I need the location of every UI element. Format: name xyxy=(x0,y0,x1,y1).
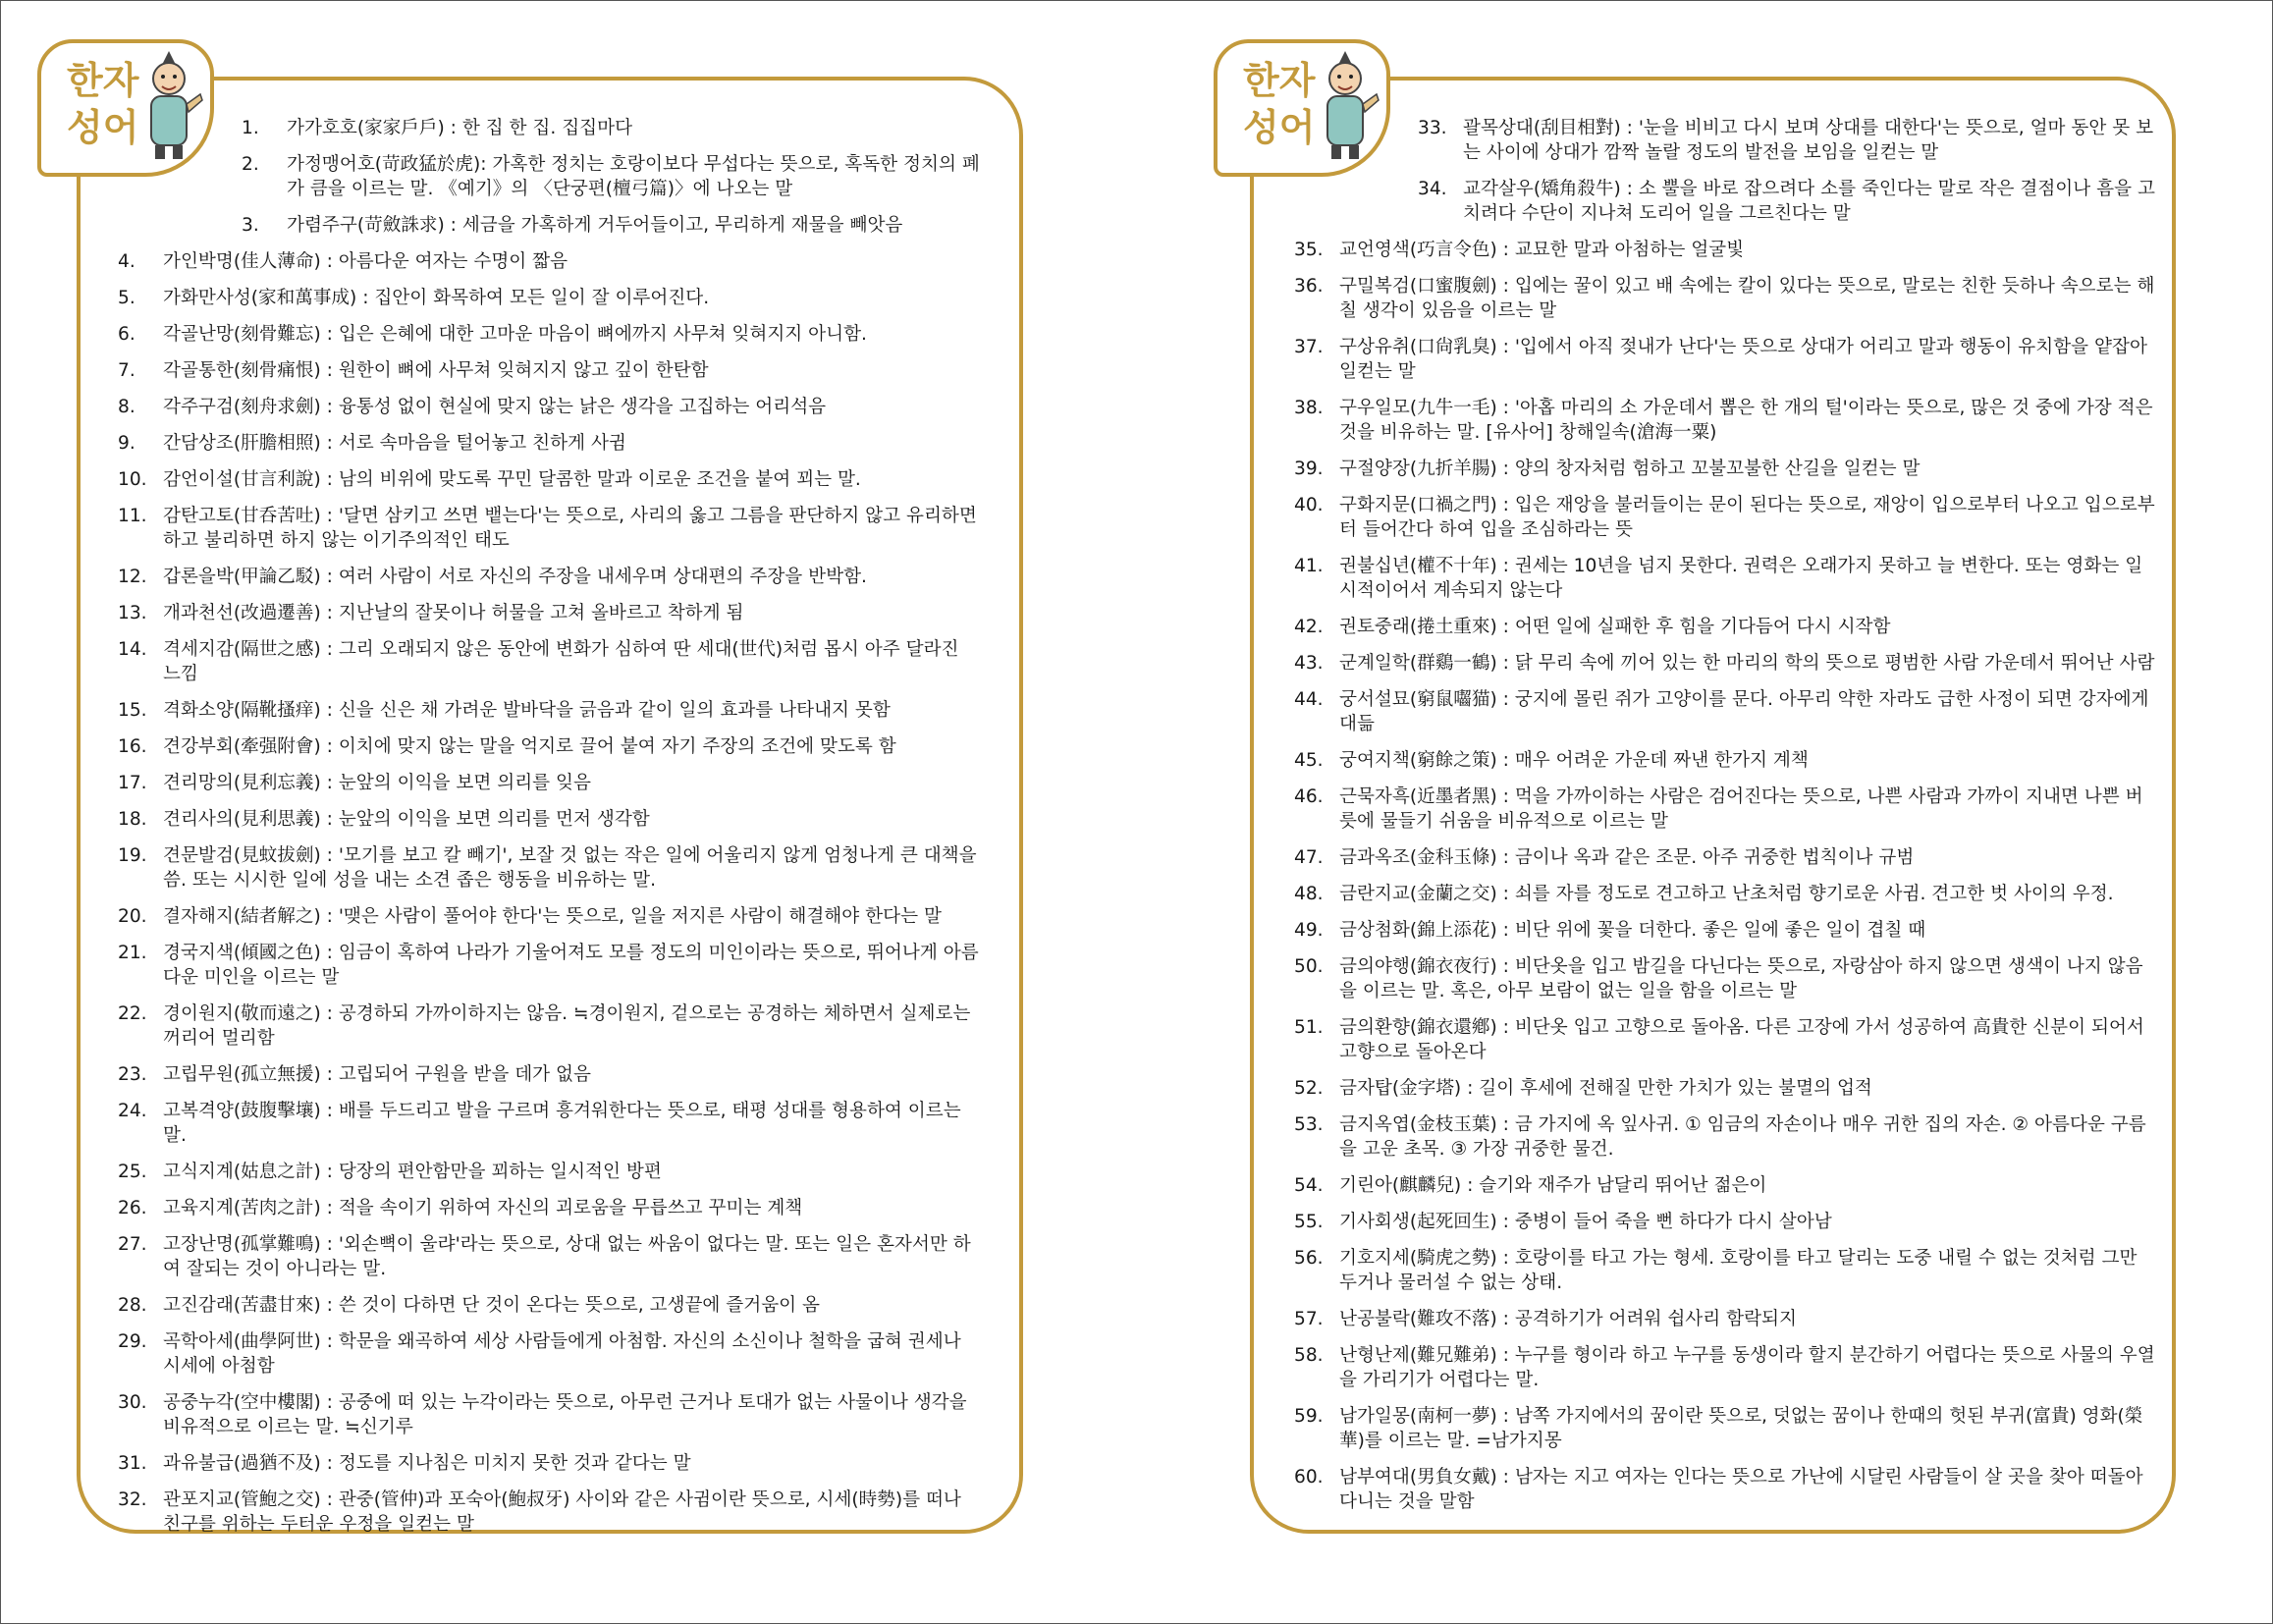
entry-number: 17. xyxy=(118,773,147,793)
entry-number: 21. xyxy=(118,943,147,963)
entry-text: 각골난망(刻骨難忘) : 입은 은혜에 대한 고마운 마음이 뼈에까지 사무쳐 잊혀지지 아니함. xyxy=(163,324,867,345)
entry-text: 견리사의(見利思義) : 눈앞의 이익을 보면 의리를 먼저 생각함 xyxy=(163,809,650,830)
entry-text: 각주구검(刻舟求劍) : 융통성 없이 현실에 맞지 않는 낡은 생각을 고집하는 어리석음 xyxy=(163,397,827,417)
entry-text: 고식지계(姑息之計) : 당장의 편안함만을 꾀하는 일시적인 방편 xyxy=(163,1162,662,1182)
entry-text: 금란지교(金蘭之交) : 쇠를 자를 정도로 견고하고 난초처럼 향기로운 사귐. 견고한 벗 사이의 우정. xyxy=(1339,884,2114,904)
idiom-entry xyxy=(1294,615,2158,639)
entry-number: 37. xyxy=(1294,337,1324,357)
entry-number: 25. xyxy=(118,1162,147,1182)
entry-text: 금상첨화(錦上添花) : 비단 위에 꽃을 더한다. 좋은 일에 좋은 일이 겹칠 때 xyxy=(1339,920,1926,941)
entry-text: 견리망의(見利忘義) : 눈앞의 이익을 보면 의리를 잊음 xyxy=(163,773,591,793)
entry-number: 19. xyxy=(118,845,147,866)
entry-number: 57. xyxy=(1294,1309,1324,1329)
idiom-entry xyxy=(118,358,982,383)
entry-text: 권토중래(捲土重來) : 어떤 일에 실패한 후 힘을 기다듬어 다시 시작함 xyxy=(1339,617,1891,637)
entry-number: 45. xyxy=(1294,750,1324,771)
idiom-entry xyxy=(118,1001,982,1051)
entry-text: 간담상조(肝膽相照) : 서로 속마음을 털어놓고 친하게 사귐 xyxy=(163,433,626,454)
idiom-entry xyxy=(118,941,982,990)
entry-number: 49. xyxy=(1294,920,1324,941)
entry-number: 38. xyxy=(1294,398,1324,418)
entry-number: 31. xyxy=(118,1453,147,1474)
entry-number: 8. xyxy=(118,397,135,417)
entry-number: 26. xyxy=(118,1198,147,1218)
idiom-entry xyxy=(118,698,982,723)
entry-number: 48. xyxy=(1294,884,1324,904)
idiom-entry xyxy=(118,843,982,893)
idiom-entry xyxy=(242,152,982,201)
entry-text: 각골통한(刻骨痛恨) : 원한이 뼈에 사무쳐 잊혀지지 않고 깊이 한탄함 xyxy=(163,360,709,381)
badge-line-2: 성어 xyxy=(1243,106,1316,149)
entry-text: 기호지세(騎虎之勢) : 호랑이를 타고 가는 형세. 호랑이를 타고 달리는 도중 내릴 수 없는 것처럼 그만 두거나 물러설 수 없는 상태. xyxy=(1339,1248,2138,1293)
entry-number: 56. xyxy=(1294,1248,1324,1269)
idiom-entry xyxy=(1418,177,2158,226)
badge-line-1: 한자 xyxy=(1243,59,1316,102)
entry-number: 2. xyxy=(242,154,259,175)
idiom-entry xyxy=(118,467,982,492)
entry-text: 기린아(麒麟兒) : 슬기와 재주가 남달리 뛰어난 젊은이 xyxy=(1339,1175,1767,1196)
entry-number: 5. xyxy=(118,288,135,308)
entry-text: 난공불락(難攻不落) : 공격하기가 어려워 쉽사리 함락되지 xyxy=(1339,1309,1797,1329)
idiom-entry xyxy=(118,286,982,310)
entry-text: 금과옥조(金科玉條) : 금이나 옥과 같은 조문. 아주 귀중한 법칙이나 규범 xyxy=(1339,847,1915,868)
entry-number: 14. xyxy=(118,639,147,660)
entry-number: 7. xyxy=(118,360,135,381)
entry-number: 13. xyxy=(118,603,147,623)
idiom-entry xyxy=(1294,1465,2158,1514)
idiom-entry xyxy=(1294,1343,2158,1392)
entry-number: 41. xyxy=(1294,556,1324,576)
entry-number: 60. xyxy=(1294,1467,1324,1488)
entry-number: 3. xyxy=(242,215,259,236)
entry-number: 29. xyxy=(118,1331,147,1352)
entry-text: 난형난제(難兄難弟) : 누구를 형이라 하고 누구를 동생이라 할지 분간하기 어렵다는 뜻으로 사물의 우열을 가리기가 어렵다는 말. xyxy=(1339,1345,2155,1390)
idiom-entry xyxy=(1294,457,2158,481)
idiom-entry xyxy=(118,601,982,625)
entry-text: 가렴주구(苛斂誅求) : 세금을 가혹하게 거두어들이고, 무리하게 재물을 빼앗음 xyxy=(287,215,903,236)
idiom-entry xyxy=(1294,954,2158,1003)
entry-number: 30. xyxy=(118,1392,147,1413)
idiom-entry xyxy=(118,504,982,553)
idiom-entry xyxy=(1294,335,2158,384)
entry-number: 52. xyxy=(1294,1078,1324,1099)
entry-number: 51. xyxy=(1294,1017,1324,1038)
idiom-entry xyxy=(1294,1210,2158,1234)
entry-text: 기사회생(起死回生) : 중병이 들어 죽을 뻔 하다가 다시 살아남 xyxy=(1339,1212,1832,1232)
entry-text: 금지옥엽(金枝玉葉) : 금 가지에 옥 잎사귀. ① 임금의 자손이나 매우 귀한 집의 자손. ② 아름다운 구름을 고운 초목. ③ 가장 귀중한 물건. xyxy=(1339,1114,2146,1160)
entry-text: 고복격양(鼓腹擊壤) : 배를 두드리고 발을 구르며 흥겨워한다는 뜻으로, 태평 성대를 형용하여 이르는 말. xyxy=(163,1101,961,1146)
entry-text: 근묵자흑(近墨者黑) : 먹을 가까이하는 사람은 검어진다는 뜻으로, 나쁜 사람과 가까이 지내면 나쁜 버릇에 물들기 쉬움을 비유적으로 이르는 말 xyxy=(1339,786,2143,832)
entry-text: 곡학아세(曲學阿世) : 학문을 왜곡하여 세상 사람들에게 아첨함. 자신의 소신이나 철학을 굽혀 권세나 시세에 아첨함 xyxy=(163,1331,961,1377)
idiom-entry xyxy=(242,213,982,238)
badge-line-1: 한자 xyxy=(67,59,139,102)
idiom-entry xyxy=(118,637,982,686)
idiom-entry xyxy=(1418,116,2158,165)
idiom-entry xyxy=(118,1293,982,1318)
entry-text: 개과천선(改過遷善) : 지난날의 잘못이나 허물을 고쳐 올바르고 착하게 됨 xyxy=(163,603,744,623)
entry-text: 결자해지(結者解之) : '맺은 사람이 풀어야 한다'는 뜻으로, 일을 저지른 사람이 해결해야 한다는 말 xyxy=(163,906,942,927)
idiom-entry xyxy=(1294,238,2158,262)
entry-text: 구우일모(九牛一毛) : '아홉 마리의 소 가운데서 뽑은 한 개의 털'이라는 뜻으로, 많은 것 중에 가장 적은 것을 비유하는 말. [유사어] 창해일속(滄海一粟) xyxy=(1339,398,2153,443)
idiom-entry xyxy=(1294,493,2158,542)
entry-number: 20. xyxy=(118,906,147,927)
entry-text: 감언이설(甘言利說) : 남의 비위에 맞도록 꾸민 달콤한 말과 이로운 조건을 붙여 꾀는 말. xyxy=(163,469,861,490)
idiom-entry xyxy=(1294,845,2158,870)
entry-number: 1. xyxy=(242,118,259,138)
entry-number: 47. xyxy=(1294,847,1324,868)
entry-text: 금의야행(錦衣夜行) : 비단옷을 입고 밤길을 다닌다는 뜻으로, 자랑삼아 하지 않으면 생색이 나지 않음을 이르는 말. 혹은, 아무 보람이 없는 일을 함을 이르는 말 xyxy=(1339,956,2143,1001)
entry-text: 구상유취(口尙乳臭) : '입에서 아직 젖내가 난다'는 뜻으로 상대가 어리고 말과 행동이 유치함을 얕잡아 일컫는 말 xyxy=(1339,337,2147,382)
entry-text: 가인박명(佳人薄命) : 아름다운 여자는 수명이 짧음 xyxy=(163,251,568,272)
idiom-entry xyxy=(118,322,982,347)
idiom-entry xyxy=(1294,1173,2158,1198)
entry-text: 격화소양(隔靴搔痒) : 신을 신은 채 가려운 발바닥을 긁음과 같이 일의 효과를 나타내지 못함 xyxy=(163,700,891,721)
idiom-entry xyxy=(118,1160,982,1184)
entry-text: 금자탑(金字塔) : 길이 후세에 전해질 만한 가치가 있는 불멸의 업적 xyxy=(1339,1078,1872,1099)
left-entry-list xyxy=(118,116,982,1548)
entry-text: 감탄고토(甘呑苦吐) : '달면 삼키고 쓰면 뱉는다'는 뜻으로, 사리의 옳고 그름을 판단하지 않고 유리하면 하고 불리하면 하지 않는 이기주의적인 태도 xyxy=(163,506,977,551)
entry-number: 44. xyxy=(1294,689,1324,710)
entry-text: 과유불급(過猶不及) : 정도를 지나침은 미치지 못한 것과 같다는 말 xyxy=(163,1453,691,1474)
entry-number: 27. xyxy=(118,1234,147,1255)
entry-text: 가정맹어호(苛政猛於虎): 가혹한 정치는 호랑이보다 무섭다는 뜻으로, 혹독한 정치의 폐가 큼을 이르는 말. 《예기》의 〈단궁편(檀弓篇)〉에 나오는 말 xyxy=(287,154,980,199)
entry-number: 36. xyxy=(1294,276,1324,297)
idiom-entry xyxy=(118,771,982,795)
entry-number: 34. xyxy=(1418,179,1447,199)
idiom-entry xyxy=(1294,1246,2158,1295)
idiom-entry xyxy=(1294,554,2158,603)
idiom-entry xyxy=(118,1196,982,1220)
idiom-entry xyxy=(1294,651,2158,676)
badge-line-2: 성어 xyxy=(67,106,139,149)
entry-text: 견문발검(見蚊拔劍) : '모기를 보고 칼 빼기', 보잘 것 없는 작은 일에 어울리지 않게 엄청나게 큰 대책을 씀. 또는 시시한 일에 성을 내는 소견 좁은 행동을 비유하는 말. xyxy=(163,845,977,891)
entry-number: 59. xyxy=(1294,1406,1324,1427)
idiom-entry xyxy=(118,807,982,832)
entry-text: 가화만사성(家和萬事成) : 집안이 화목하여 모든 일이 잘 이루어진다. xyxy=(163,288,710,308)
entry-text: 격세지감(隔世之感) : 그리 오래되지 않은 동안에 변화가 심하여 딴 세대(世代)처럼 몹시 아주 달라진 느낌 xyxy=(163,639,959,684)
entry-text: 남부여대(男負女戴) : 남자는 지고 여자는 인다는 뜻으로 가난에 시달린 사람들이 살 곳을 찾아 떠돌아 다니는 것을 말함 xyxy=(1339,1467,2143,1512)
entry-number: 23. xyxy=(118,1064,147,1085)
entry-number: 55. xyxy=(1294,1212,1324,1232)
entry-number: 12. xyxy=(118,567,147,587)
idiom-entry xyxy=(118,734,982,759)
idiom-entry xyxy=(118,1488,982,1537)
right-entry-list xyxy=(1294,116,2158,1526)
idiom-entry xyxy=(1294,1404,2158,1453)
entry-number: 18. xyxy=(118,809,147,830)
idiom-entry xyxy=(242,116,982,140)
entry-text: 공중누각(空中樓閣) : 공중에 떠 있는 누각이라는 뜻으로, 아무런 근거나 토대가 없는 사물이나 생각을 비유적으로 이르는 말. ≒신기루 xyxy=(163,1392,967,1437)
entry-number: 42. xyxy=(1294,617,1324,637)
entry-text: 남가일몽(南柯一夢) : 남쪽 가지에서의 꿈이란 뜻으로, 덧없는 꿈이나 한때의 헛된 부귀(富貴) 영화(榮華)를 이르는 말. =남가지몽 xyxy=(1339,1406,2143,1451)
entry-text: 괄목상대(刮目相對) : '눈을 비비고 다시 보며 상대를 대한다'는 뜻으로, 얼마 동안 못 보는 사이에 상대가 깜짝 놀랄 정도의 발전을 보임을 일컫는 말 xyxy=(1463,118,2154,163)
entry-number: 16. xyxy=(118,736,147,757)
entry-text: 경이원지(敬而遠之) : 공경하되 가까이하지는 않음. ≒경이원지, 겉으로는 공경하는 체하면서 실제로는 꺼리어 멀리함 xyxy=(163,1003,971,1049)
entry-text: 교각살우(矯角殺牛) : 소 뿔을 바로 잡으려다 소를 죽인다는 말로 작은 결점이나 흠을 고치려다 수단이 지나쳐 도리어 일을 그르친다는 말 xyxy=(1463,179,2155,224)
entry-text: 고장난명(孤掌難鳴) : '외손뼉이 울랴'라는 뜻으로, 상대 없는 싸움이 없다는 말. 또는 일은 혼자서만 하여 잘되는 것이 아니라는 말. xyxy=(163,1234,971,1279)
entry-text: 고진감래(苦盡甘來) : 쓴 것이 다하면 단 것이 온다는 뜻으로, 고생끝에 즐거움이 옴 xyxy=(163,1295,820,1316)
idiom-entry xyxy=(1294,748,2158,773)
entry-number: 22. xyxy=(118,1003,147,1024)
idiom-entry xyxy=(118,565,982,589)
idiom-entry xyxy=(118,431,982,456)
entry-number: 28. xyxy=(118,1295,147,1316)
entry-number: 24. xyxy=(118,1101,147,1121)
entry-text: 가가호호(家家戶戶) : 한 집 한 집. 집집마다 xyxy=(287,118,633,138)
idiom-entry xyxy=(118,1451,982,1476)
entry-number: 53. xyxy=(1294,1114,1324,1135)
entry-number: 50. xyxy=(1294,956,1324,977)
entry-number: 15. xyxy=(118,700,147,721)
idiom-entry xyxy=(118,1062,982,1087)
entry-number: 58. xyxy=(1294,1345,1324,1366)
idiom-entry xyxy=(118,904,982,929)
entry-text: 갑론을박(甲論乙駁) : 여러 사람이 서로 자신의 주장을 내세우며 상대편의 주장을 반박함. xyxy=(163,567,867,587)
entry-text: 견강부회(牽强附會) : 이치에 맞지 않는 말을 억지로 끌어 붙여 자기 주장의 조건에 맞도록 함 xyxy=(163,736,896,757)
idiom-entry xyxy=(118,1329,982,1379)
idiom-entry xyxy=(1294,687,2158,736)
entry-text: 구밀복검(口蜜腹劍) : 입에는 꿀이 있고 배 속에는 칼이 있다는 뜻으로, 말로는 친한 듯하나 속으로는 해칠 생각이 있음을 이르는 말 xyxy=(1339,276,2155,321)
entry-number: 32. xyxy=(118,1489,147,1510)
idiom-entry xyxy=(1294,918,2158,943)
idiom-entry xyxy=(118,1390,982,1439)
entry-text: 고육지계(苦肉之計) : 적을 속이기 위하여 자신의 괴로움을 무릅쓰고 꾸미는 계책 xyxy=(163,1198,803,1218)
entry-number: 54. xyxy=(1294,1175,1324,1196)
entry-text: 구절양장(九折羊腸) : 양의 창자처럼 험하고 꼬불꼬불한 산길을 일컫는 말 xyxy=(1339,459,1921,479)
idiom-entry xyxy=(1294,1112,2158,1162)
idiom-entry xyxy=(1294,1307,2158,1331)
entry-number: 11. xyxy=(118,506,147,526)
entry-text: 구화지문(口禍之門) : 입은 재앙을 불러들이는 문이 된다는 뜻으로, 재앙이 입으로부터 나오고 입으로부터 들어간다 하여 입을 조심하라는 뜻 xyxy=(1339,495,2155,540)
entry-number: 10. xyxy=(118,469,147,490)
entry-number: 6. xyxy=(118,324,135,345)
entry-number: 46. xyxy=(1294,786,1324,807)
entry-text: 고립무원(孤立無援) : 고립되어 구원을 받을 데가 없음 xyxy=(163,1064,591,1085)
idiom-entry xyxy=(118,395,982,419)
entry-text: 권불십년(權不十年) : 권세는 10년을 넘지 못한다. 권력은 오래가지 못하고 늘 변한다. 또는 영화는 일시적이어서 계속되지 않는다 xyxy=(1339,556,2143,601)
idiom-entry xyxy=(1294,882,2158,906)
entry-number: 9. xyxy=(118,433,135,454)
idiom-entry xyxy=(1294,396,2158,445)
idiom-entry xyxy=(118,1232,982,1281)
entry-text: 경국지색(傾國之色) : 임금이 혹하여 나라가 기울어져도 모를 정도의 미인이라는 뜻으로, 뛰어나게 아름다운 미인을 이르는 말 xyxy=(163,943,979,988)
idiom-entry xyxy=(118,1099,982,1148)
entry-number: 39. xyxy=(1294,459,1324,479)
entry-number: 35. xyxy=(1294,240,1324,260)
idiom-entry xyxy=(1294,785,2158,834)
entry-text: 군계일학(群鷄一鶴) : 닭 무리 속에 끼어 있는 한 마리의 학의 뜻으로 평범한 사람 가운데서 뛰어난 사람 xyxy=(1339,653,2155,674)
entry-text: 궁서설묘(窮鼠囓猫) : 궁지에 몰린 쥐가 고양이를 문다. 아무리 약한 자라도 급한 사정이 되면 강자에게 대듦 xyxy=(1339,689,2149,734)
idiom-entry xyxy=(118,249,982,274)
entry-text: 교언영색(巧言令色) : 교묘한 말과 아첨하는 얼굴빛 xyxy=(1339,240,1745,260)
idiom-entry xyxy=(1294,1076,2158,1101)
entry-number: 43. xyxy=(1294,653,1324,674)
entry-text: 궁여지책(窮餘之策) : 매우 어려운 가운데 짜낸 한가지 계책 xyxy=(1339,750,1809,771)
entry-number: 40. xyxy=(1294,495,1324,515)
idiom-entry xyxy=(1294,274,2158,323)
entry-number: 4. xyxy=(118,251,135,272)
entry-text: 금의환향(錦衣還鄕) : 비단옷 입고 고향으로 돌아옴. 다른 고장에 가서 성공하여 高貴한 신분이 되어서 고향으로 돌아온다 xyxy=(1339,1017,2144,1062)
entry-text: 관포지교(管鮑之交) : 관중(管仲)과 포숙아(鮑叔牙) 사이와 같은 사귐이란 뜻으로, 시세(時勢)를 떠나 친구를 위하는 두터운 우정을 일컫는 말 xyxy=(163,1489,961,1535)
idiom-entry xyxy=(1294,1015,2158,1064)
entry-number: 33. xyxy=(1418,118,1447,138)
